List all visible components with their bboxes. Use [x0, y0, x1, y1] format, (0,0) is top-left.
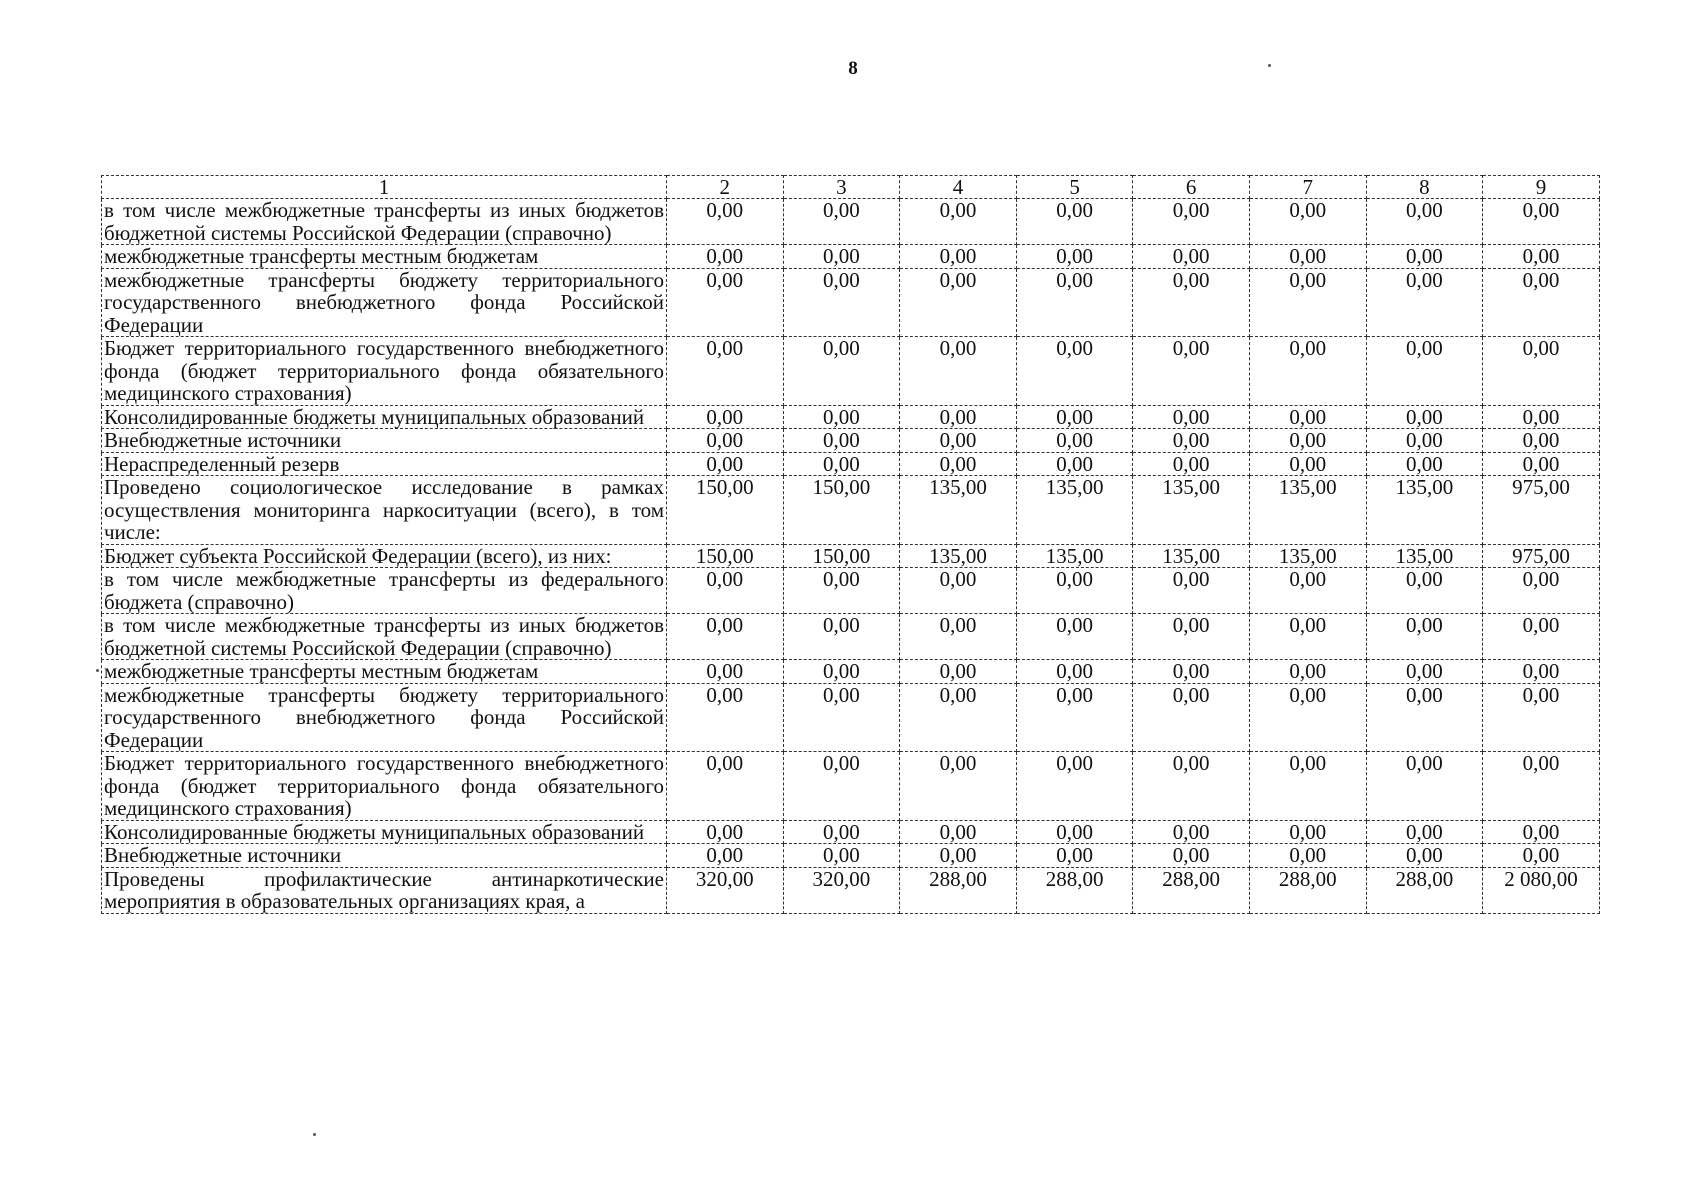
value-cell: 0,00 [1366, 405, 1483, 429]
value-cell: 0,00 [1133, 268, 1250, 337]
value-cell: 0,00 [1483, 337, 1600, 406]
value-cell: 0,00 [783, 844, 900, 868]
value-cell: 0,00 [1483, 429, 1600, 453]
value-cell: 0,00 [1249, 199, 1366, 245]
row-label: Проведены профилактические антинаркотические мероприятия в образовательных организациях края, а [102, 867, 667, 913]
value-cell: 288,00 [1133, 867, 1250, 913]
value-cell: 0,00 [1133, 405, 1250, 429]
value-cell: 0,00 [1366, 844, 1483, 868]
value-cell: 0,00 [1016, 429, 1133, 453]
value-cell: 0,00 [783, 405, 900, 429]
table-row [102, 683, 1600, 752]
value-cell: 0,00 [667, 405, 784, 429]
value-cell: 0,00 [667, 429, 784, 453]
row-label: Бюджет территориального государственного внебюджетного фонда (бюджет территориального фонда обязательного медицинского страхования) [102, 752, 667, 821]
value-cell: 150,00 [667, 476, 784, 545]
value-cell: 288,00 [1249, 867, 1366, 913]
value-cell: 0,00 [1483, 660, 1600, 684]
value-cell: 0,00 [900, 452, 1017, 476]
table-row [102, 268, 1600, 337]
value-cell: 0,00 [783, 614, 900, 660]
value-cell: 0,00 [1249, 429, 1366, 453]
value-cell: 0,00 [1016, 405, 1133, 429]
value-cell: 0,00 [1249, 568, 1366, 614]
value-cell: 288,00 [900, 867, 1017, 913]
value-cell: 0,00 [900, 660, 1017, 684]
value-cell: 150,00 [783, 476, 900, 545]
value-cell: 0,00 [667, 268, 784, 337]
value-cell: 0,00 [1483, 568, 1600, 614]
value-cell: 0,00 [667, 660, 784, 684]
value-cell: 135,00 [1366, 476, 1483, 545]
value-cell: 0,00 [1249, 405, 1366, 429]
value-cell: 0,00 [783, 683, 900, 752]
value-cell: 0,00 [1366, 337, 1483, 406]
scan-speck [1268, 64, 1271, 67]
column-header-9: 9 [1483, 176, 1600, 199]
value-cell: 320,00 [783, 867, 900, 913]
value-cell: 135,00 [1249, 544, 1366, 568]
table-row [102, 820, 1600, 844]
value-cell: 0,00 [1133, 683, 1250, 752]
value-cell: 0,00 [1366, 568, 1483, 614]
value-cell: 0,00 [1016, 245, 1133, 269]
value-cell: 0,00 [900, 683, 1017, 752]
table-row [102, 245, 1600, 269]
value-cell: 0,00 [783, 268, 900, 337]
value-cell: 135,00 [1133, 544, 1250, 568]
value-cell: 0,00 [783, 660, 900, 684]
value-cell: 0,00 [1249, 614, 1366, 660]
value-cell: 0,00 [783, 820, 900, 844]
value-cell: 0,00 [783, 429, 900, 453]
value-cell: 0,00 [1366, 268, 1483, 337]
value-cell: 0,00 [783, 568, 900, 614]
value-cell: 0,00 [1366, 752, 1483, 821]
value-cell: 0,00 [1249, 268, 1366, 337]
row-label: межбюджетные трансферты местным бюджетам [102, 660, 667, 684]
value-cell: 0,00 [1016, 452, 1133, 476]
value-cell: 0,00 [1483, 820, 1600, 844]
value-cell: 0,00 [667, 820, 784, 844]
value-cell: 135,00 [900, 544, 1017, 568]
value-cell: 0,00 [1249, 245, 1366, 269]
value-cell: 0,00 [900, 199, 1017, 245]
value-cell: 0,00 [1483, 199, 1600, 245]
value-cell: 0,00 [1133, 752, 1250, 821]
row-label: Бюджет субъекта Российской Федерации (всего), из них: [102, 544, 667, 568]
value-cell: 0,00 [900, 429, 1017, 453]
value-cell: 0,00 [1249, 752, 1366, 821]
value-cell: 0,00 [1133, 245, 1250, 269]
value-cell: 0,00 [900, 820, 1017, 844]
column-header-2: 2 [667, 176, 784, 199]
value-cell: 0,00 [667, 337, 784, 406]
table-row [102, 476, 1600, 545]
header-row [102, 176, 1600, 199]
value-cell: 0,00 [1249, 683, 1366, 752]
value-cell: 0,00 [1366, 660, 1483, 684]
column-header-7: 7 [1249, 176, 1366, 199]
value-cell: 0,00 [1366, 199, 1483, 245]
value-cell: 0,00 [1483, 268, 1600, 337]
budget-table [101, 175, 1600, 914]
value-cell: 0,00 [1016, 820, 1133, 844]
table-row [102, 337, 1600, 406]
value-cell: 320,00 [667, 867, 784, 913]
value-cell: 0,00 [1133, 199, 1250, 245]
value-cell: 0,00 [667, 452, 784, 476]
value-cell: 0,00 [1366, 452, 1483, 476]
value-cell: 0,00 [667, 614, 784, 660]
value-cell: 0,00 [1016, 844, 1133, 868]
value-cell: 0,00 [1133, 568, 1250, 614]
table-row [102, 452, 1600, 476]
value-cell: 0,00 [1483, 683, 1600, 752]
value-cell: 0,00 [667, 752, 784, 821]
value-cell: 288,00 [1016, 867, 1133, 913]
value-cell: 0,00 [667, 199, 784, 245]
value-cell: 0,00 [1016, 660, 1133, 684]
value-cell: 0,00 [1366, 614, 1483, 660]
scan-speck [96, 669, 99, 672]
value-cell: 0,00 [1016, 568, 1133, 614]
value-cell: 0,00 [1016, 337, 1133, 406]
value-cell: 135,00 [1366, 544, 1483, 568]
value-cell: 0,00 [1016, 199, 1133, 245]
table-row [102, 568, 1600, 614]
value-cell: 0,00 [1483, 405, 1600, 429]
value-cell: 135,00 [1016, 476, 1133, 545]
table-row [102, 660, 1600, 684]
value-cell: 0,00 [900, 268, 1017, 337]
value-cell: 0,00 [1016, 752, 1133, 821]
row-label: в том числе межбюджетные трансферты из федерального бюджета (справочно) [102, 568, 667, 614]
value-cell: 0,00 [900, 752, 1017, 821]
value-cell: 0,00 [1483, 752, 1600, 821]
value-cell: 0,00 [667, 568, 784, 614]
column-header-1: 1 [102, 176, 667, 199]
value-cell: 0,00 [1249, 844, 1366, 868]
value-cell: 0,00 [783, 245, 900, 269]
row-label: Внебюджетные источники [102, 844, 667, 868]
table-row [102, 844, 1600, 868]
value-cell: 135,00 [1249, 476, 1366, 545]
value-cell: 0,00 [1016, 268, 1133, 337]
value-cell: 0,00 [1249, 337, 1366, 406]
row-label: межбюджетные трансферты бюджету территориального государственного внебюджетного фонда Российской Федерации [102, 268, 667, 337]
table-row [102, 544, 1600, 568]
value-cell: 0,00 [1366, 429, 1483, 453]
column-header-6: 6 [1133, 176, 1250, 199]
page-number: 8 [848, 58, 858, 79]
value-cell: 0,00 [1249, 452, 1366, 476]
value-cell: 0,00 [1249, 660, 1366, 684]
table-row [102, 752, 1600, 821]
value-cell: 150,00 [667, 544, 784, 568]
value-cell: 0,00 [900, 568, 1017, 614]
row-label: Нераспределенный резерв [102, 452, 667, 476]
row-label: межбюджетные трансферты бюджету территориального государственного внебюджетного фонда Российской Федерации [102, 683, 667, 752]
value-cell: 0,00 [1249, 820, 1366, 844]
row-label: в том числе межбюджетные трансферты из иных бюджетов бюджетной системы Российской Федерации (справочно) [102, 614, 667, 660]
row-label: в том числе межбюджетные трансферты из иных бюджетов бюджетной системы Российской Федерации (справочно) [102, 199, 667, 245]
value-cell: 0,00 [1133, 844, 1250, 868]
value-cell: 2 080,00 [1483, 867, 1600, 913]
value-cell: 0,00 [1366, 683, 1483, 752]
value-cell: 0,00 [783, 337, 900, 406]
value-cell: 0,00 [900, 844, 1017, 868]
value-cell: 0,00 [1483, 245, 1600, 269]
value-cell: 0,00 [900, 245, 1017, 269]
value-cell: 975,00 [1483, 544, 1600, 568]
value-cell: 0,00 [667, 245, 784, 269]
row-label: Бюджет территориального государственного внебюджетного фонда (бюджет территориального фонда обязательного медицинского страхования) [102, 337, 667, 406]
value-cell: 0,00 [1133, 820, 1250, 844]
column-header-5: 5 [1016, 176, 1133, 199]
row-label: Внебюджетные источники [102, 429, 667, 453]
value-cell: 0,00 [1366, 820, 1483, 844]
table-row [102, 199, 1600, 245]
table-body [102, 199, 1600, 914]
value-cell: 0,00 [783, 452, 900, 476]
table-row [102, 614, 1600, 660]
value-cell: 0,00 [1483, 452, 1600, 476]
value-cell: 0,00 [900, 405, 1017, 429]
value-cell: 0,00 [783, 752, 900, 821]
value-cell: 0,00 [667, 844, 784, 868]
value-cell: 288,00 [1366, 867, 1483, 913]
column-header-3: 3 [783, 176, 900, 199]
value-cell: 0,00 [1483, 614, 1600, 660]
value-cell: 0,00 [1483, 844, 1600, 868]
row-label: Проведено социологическое исследование в рамках осуществления мониторинга наркоситуации (всего), в том числе: [102, 476, 667, 545]
column-header-4: 4 [900, 176, 1017, 199]
value-cell: 0,00 [1016, 614, 1133, 660]
value-cell: 150,00 [783, 544, 900, 568]
value-cell: 0,00 [1133, 429, 1250, 453]
scan-speck [313, 1133, 316, 1136]
value-cell: 0,00 [1133, 452, 1250, 476]
value-cell: 0,00 [1366, 245, 1483, 269]
table-row [102, 867, 1600, 913]
table-row [102, 429, 1600, 453]
value-cell: 0,00 [667, 683, 784, 752]
value-cell: 0,00 [783, 199, 900, 245]
value-cell: 0,00 [1133, 337, 1250, 406]
row-label: Консолидированные бюджеты муниципальных образований [102, 405, 667, 429]
column-header-8: 8 [1366, 176, 1483, 199]
row-label: Консолидированные бюджеты муниципальных образований [102, 820, 667, 844]
row-label: межбюджетные трансферты местным бюджетам [102, 245, 667, 269]
value-cell: 0,00 [1133, 614, 1250, 660]
value-cell: 135,00 [1016, 544, 1133, 568]
value-cell: 0,00 [1133, 660, 1250, 684]
value-cell: 0,00 [900, 614, 1017, 660]
value-cell: 0,00 [1016, 683, 1133, 752]
value-cell: 135,00 [1133, 476, 1250, 545]
value-cell: 975,00 [1483, 476, 1600, 545]
value-cell: 135,00 [900, 476, 1017, 545]
value-cell: 0,00 [900, 337, 1017, 406]
table-row [102, 405, 1600, 429]
